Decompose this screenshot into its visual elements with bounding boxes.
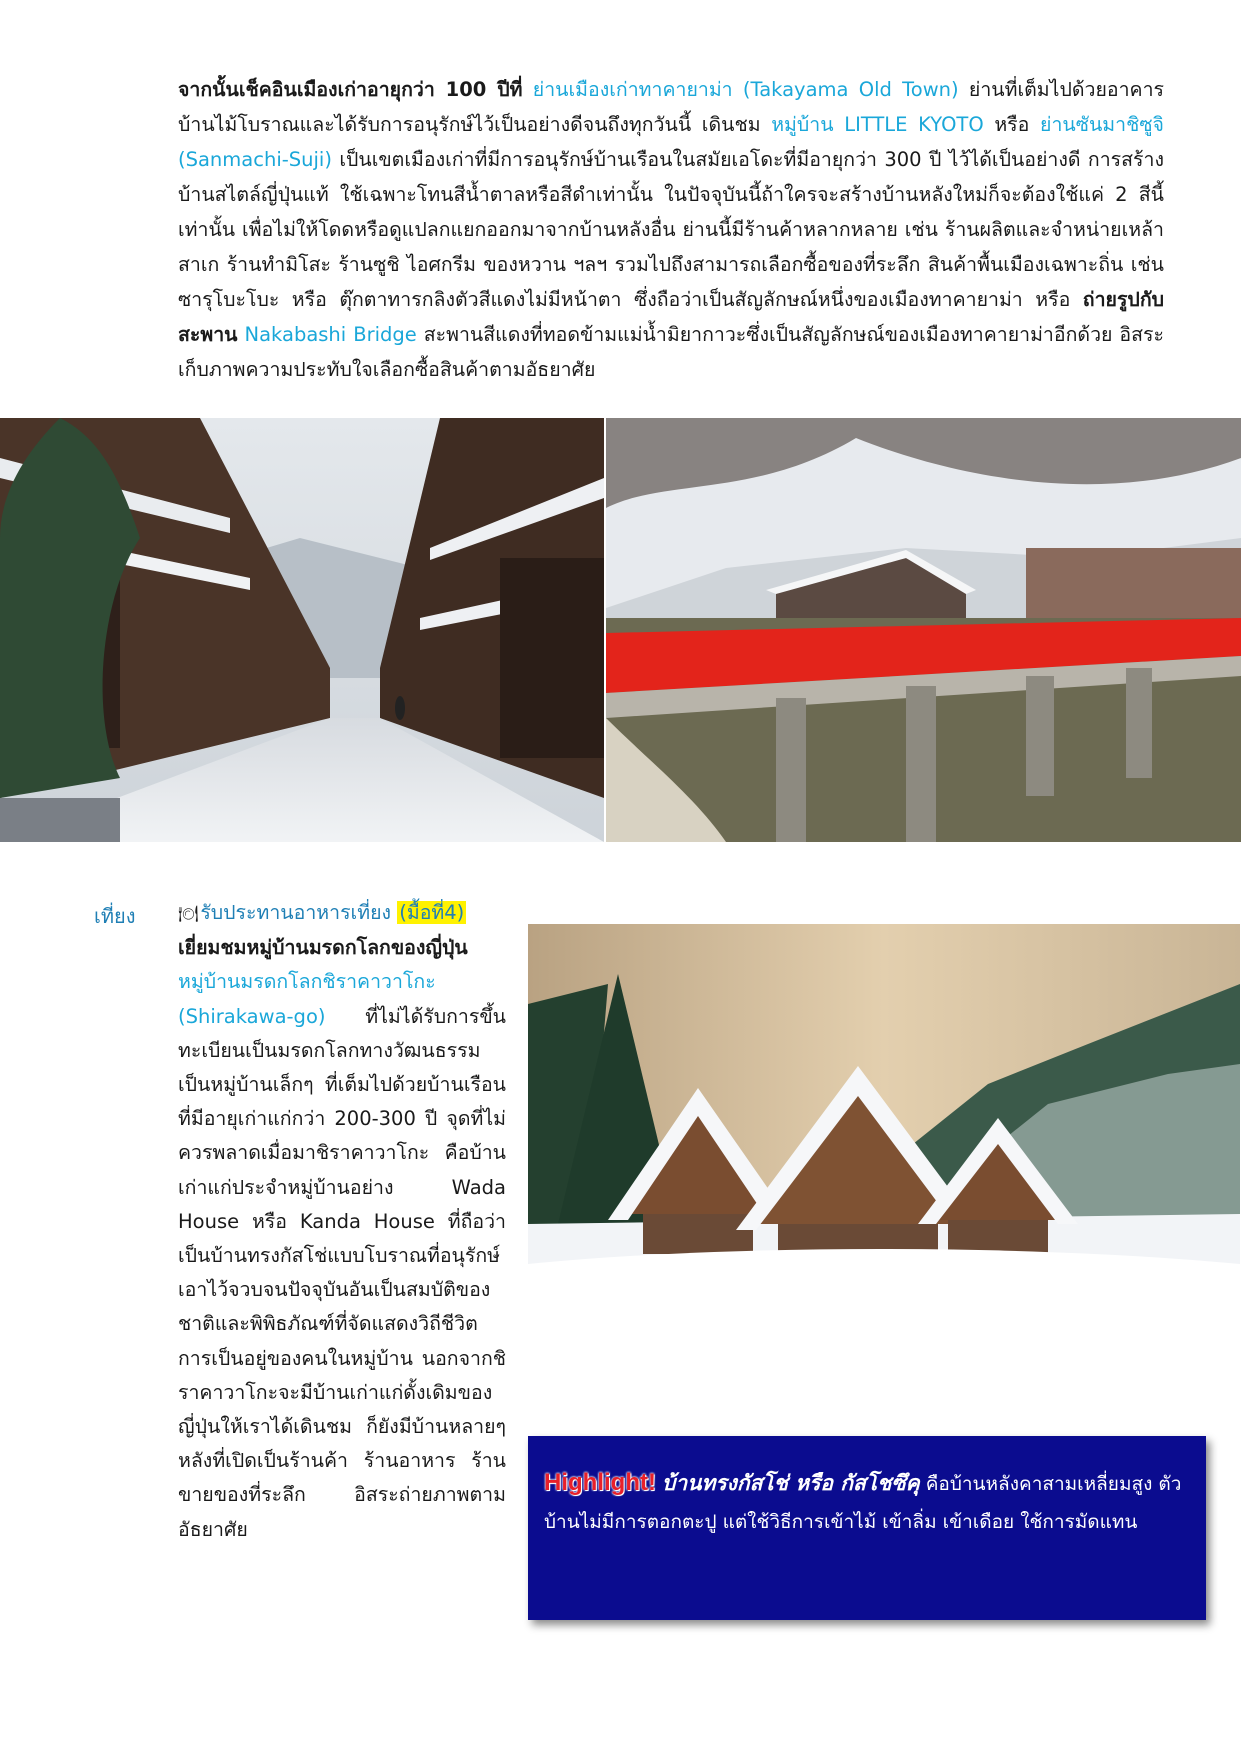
meal-count-badge: (มื้อที่4) <box>399 901 465 924</box>
little-kyoto-link: หมู่บ้าน LITTLE KYOTO <box>771 113 984 136</box>
highlight-tag: Highlight! <box>544 1469 656 1496</box>
intro-text-2: หรือ <box>983 113 1041 136</box>
intro-text-4: สะพานสีแดงที่ทอดข้ามแม่น้ำมิยากาวะซึ่งเป็นสัญลักษณ์ของเมืองทาคายาม่าอีกด้วย อิสระเก็บภาพความประทับใจเลือกซื้อสินค้าตามอัธยาศัย <box>178 323 1164 381</box>
takayama-old-town-link: ย่านเมืองเก่าทาคายาม่า (Takayama Old Town) <box>532 78 959 101</box>
shirakawa-go-description <box>178 896 506 1547</box>
intro-text-3: เป็นเขตเมืองเก่าที่มีการอนุรักษ์บ้านเรือนในสมัยเอโดะที่มีอายุกว่า 300 ปี ไว้ได้เป็นอย่างดี การสร้างบ้านสไตล์ญี่ปุ่นแท้ ใช้เฉพาะโทนสีน้ำตาลหรือสีดำเท่านั้น ในปัจจุบันนี้ถ้าใครจะสร้างบ้านหลังใหม่ก็จะต้องใช้แค่ 2 สีนี้เท่านั้น เพื่อไม่ให้โดดหรือดูแปลกแยกออกมาจากบ้านหลังอื่น ย่านนี้มีร้านค้าหลากหลาย เช่น ร้านผลิตและจำหน่ายเหล้าสาเก ร้านทำมิโสะ ร้านซูชิ ไอศกรีม ของหวาน ฯลฯ รวมไปถึงสามารถเลือกซื้อของที่ระลึก สินค้าพื้นเมืองเฉพาะถิ่น เช่น ซารุโบะโบะ หรือ ตุ๊กตาทารกลิงตัวสีแดงไม่มีหน้าตา ซึ่งถือว่าเป็นสัญลักษณ์หนึ่งของเมืองทาคายาม่า หรือ <box>178 148 1164 311</box>
highlight-box <box>528 1436 1206 1620</box>
takayama-street-photo <box>0 418 604 842</box>
nakabashi-bridge-photo <box>606 418 1241 842</box>
intro-lead: จากนั้นเช็คอินเมืองเก่าอายุกว่า 100 ปีที่ <box>178 78 523 101</box>
intro-paragraph <box>178 72 1164 387</box>
takayama-photo-row <box>0 418 1241 842</box>
shirakawa-go-heading: เยี่ยมชมหมู่บ้านมรดกโลกของญี่ปุ่น <box>178 936 468 960</box>
highlight-body: คือบ้านหลังคาสามเหลี่ยมสูง ตัวบ้านไม่มีการตอกตะปู แต่ใช้วิธีการเข้าไม้ เข้าลิ่ม เข้าเดือย ใช้การมัดแทน <box>544 1473 1182 1533</box>
highlight-title: บ้านทรงกัสโช่ หรือ กัสโชซึคุ <box>662 1471 920 1495</box>
nakabashi-bridge-link: Nakabashi Bridge <box>237 323 417 346</box>
meal-icon: 🍽 <box>178 904 199 923</box>
meal-label: รับประทานอาหารเที่ยง <box>200 901 392 924</box>
meal-line <box>178 896 506 931</box>
shirakawa-go-link: หมู่บ้านมรดกโลกชิราคาวาโกะ (Shirakawa-go) <box>178 970 436 1028</box>
lunch-time-tag: เที่ยง <box>94 904 136 928</box>
shirakawa-go-body: ที่ไม่ได้รับการขึ้นทะเบียนเป็นมรดกโลกทางวัฒนธรรมเป็นหมู่บ้านเล็กๆ ที่เต็มไปด้วยบ้านเรือนที่มีอายุเก่าแก่กว่า 200-300 ปี จุดที่ไม่ควรพลาดเมื่อมาชิราคาวาโกะ คือบ้านเก่าแก่ประจำหมู่บ้านอย่าง Wada House หรือ Kanda House ที่ถือว่าเป็นบ้านทรงกัสโช่แบบโบราณที่อนุรักษ์เอาไว้จวบจนปัจจุบันอันเป็นสมบัติของชาติและพิพิธภัณฑ์ที่จัดแสดงวิถีชีวิตการเป็นอยู่ของคนในหมู่บ้าน นอกจากชิราคาวาโกะจะมีบ้านเก่าแก่ดั้งเดิมของญี่ปุ่นให้เราได้เดินชม ก็ยังมีบ้านหลายๆ หลังที่เปิดเป็นร้านค้า ร้านอาหาร ร้านขายของที่ระลึก อิสระถ่ายภาพตามอัธยาศัย <box>178 1004 506 1541</box>
intro-text-1: ย่านที่เต็มไปด้วยอาคารบ้านไม้โบราณและได้รับการอนุรักษ์ไว้เป็นอย่างดีจนถึงทุกวันนี้ เดินชม <box>178 78 1164 136</box>
intro-bridge-bold: ถ่ายรูปกับสะพาน <box>178 288 1164 346</box>
sanmachi-suji-link: ย่านซันมาชิซูจิ (Sanmachi-Suji) <box>178 113 1164 171</box>
shirakawa-go-photo <box>528 924 1240 1398</box>
